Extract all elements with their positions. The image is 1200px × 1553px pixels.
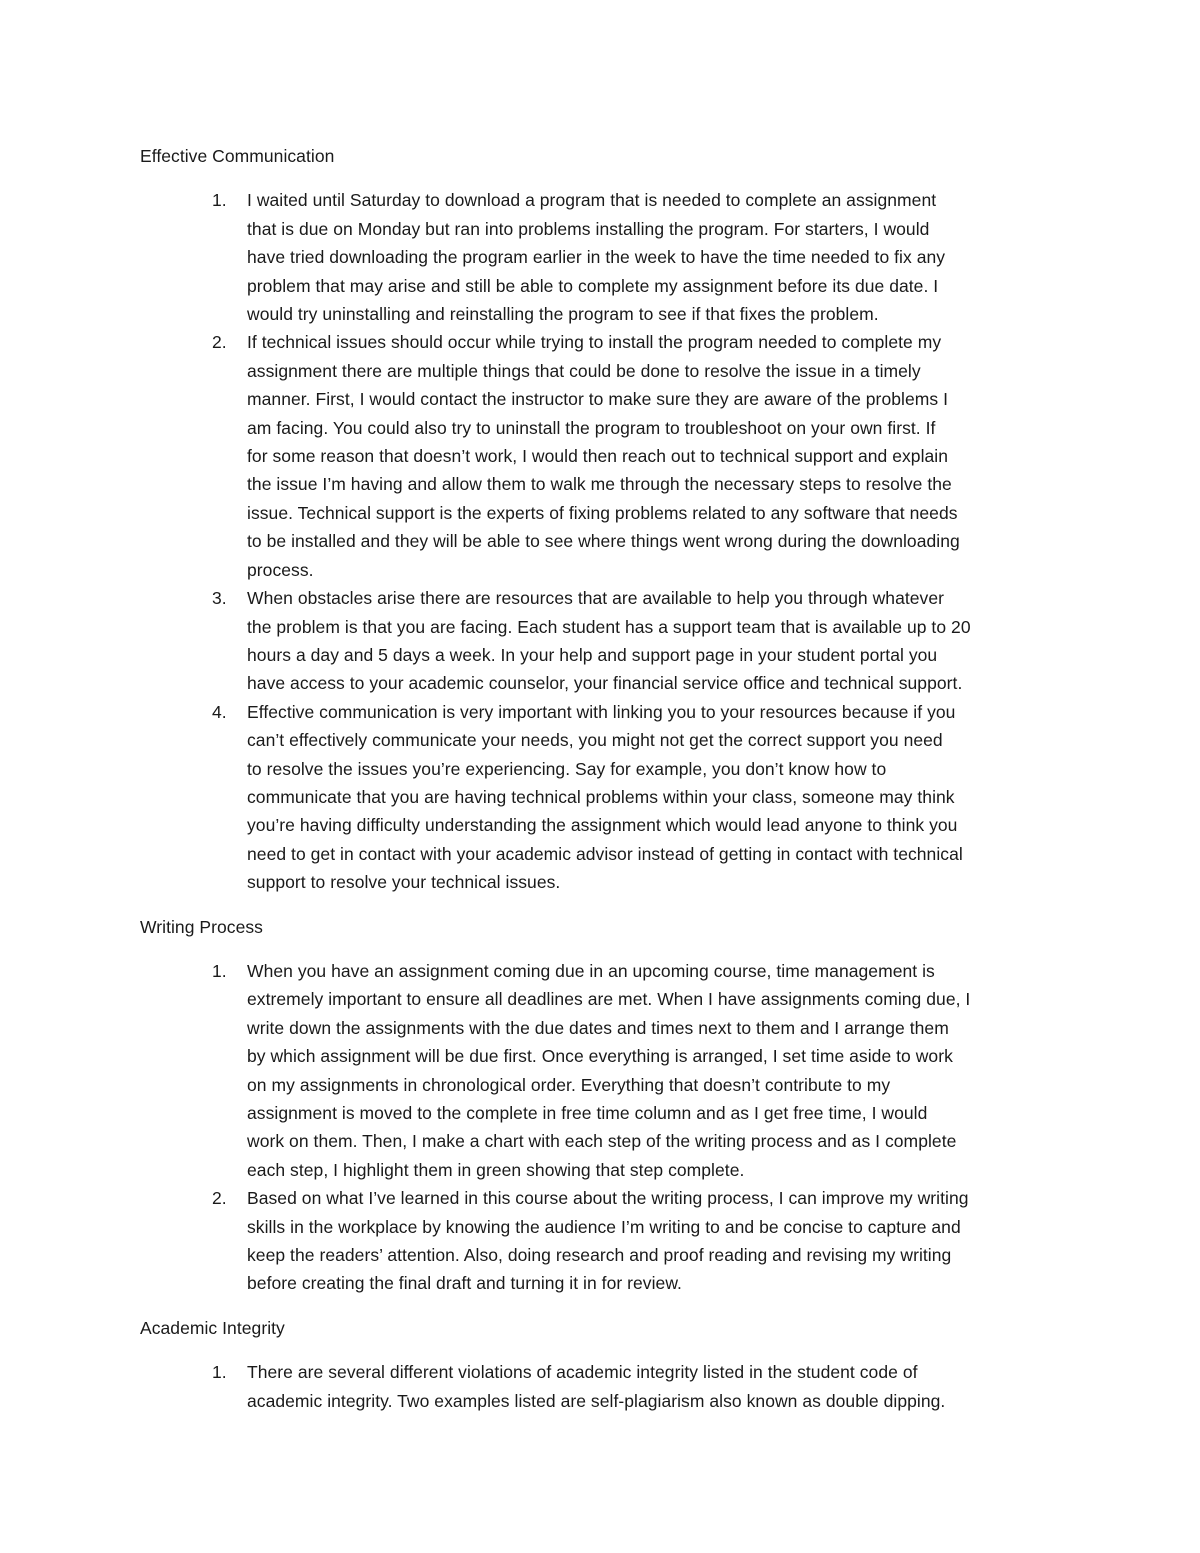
list-item-number: 4. [212,701,227,722]
list-item-line: support to resolve your technical issues. [247,872,561,893]
list-item-line: academic integrity. Two examples listed are self-plagiarism also known as double dipping. [247,1390,946,1411]
list-item-line: problem that may arise and still be able to complete my assignment before its due date. I [247,275,939,296]
list-item [140,957,1070,1184]
list-item-number: 1. [212,190,227,211]
list-item-line: have access to your academic counselor, your financial service office and technical support. [247,673,963,694]
section-heading: Academic Integrity [140,1317,285,1338]
list-item [140,584,1070,698]
list-item-line: Based on what I’ve learned in this course about the writing process, I can improve my writing [247,1188,969,1209]
list-item-line: When you have an assignment coming due in an upcoming course, time management is [247,960,935,981]
list-item [140,186,1070,328]
numbered-list [140,1358,1070,1415]
list-item-line: on my assignments in chronological order. Everything that doesn’t contribute to my [247,1074,891,1095]
list-item-line: process. [247,559,314,580]
list-item-line: would try uninstalling and reinstalling the program to see if that fixes the problem. [247,304,879,325]
section-heading: Writing Process [140,916,263,937]
list-item-line: There are several different violations of academic integrity listed in the student code of [247,1362,918,1383]
list-item-line: assignment there are multiple things that could be done to resolve the issue in a timely [247,360,921,381]
list-item-line: If technical issues should occur while trying to install the program needed to complete my [247,332,942,353]
list-item-line: by which assignment will be due first. Once everything is arranged, I set time aside to work [247,1046,953,1067]
list-item-line: keep the readers’ attention. Also, doing research and proof reading and revising my writing [247,1245,952,1266]
list-item-line: manner. First, I would contact the instructor to make sure they are aware of the problems I [247,389,948,410]
list-item-line: assignment is moved to the complete in free time column and as I get free time, I would [247,1103,928,1123]
list-item-line: When obstacles arise there are resources that are available to help you through whatever [247,588,945,609]
list-item-line: skills in the workplace by knowing the audience I’m writing to and be concise to capture and [247,1216,961,1237]
list-item-line: you’re having difficulty understanding the assignment which would lead anyone to think you [247,815,958,836]
list-item-line: I waited until Saturday to download a program that is needed to complete an assignment [247,190,937,211]
list-item-number: 2. [212,1188,227,1209]
section-effective-communication [140,142,1070,897]
list-item [140,1184,1070,1298]
list-item-line: Effective communication is very important with linking you to your resources because if you [247,701,956,722]
list-item-line: the problem is that you are facing. Each student has a support team that is available up to 20 [247,616,971,637]
list-item-line: am facing. You could also try to uninstall the program to troubleshoot on your own first. If [247,417,936,438]
document-body [140,142,1070,1431]
list-item-line: that is due on Monday but ran into problems installing the program. For starters, I would [247,218,930,239]
list-item-line: work on them. Then, I make a chart with each step of the writing process and as I complete [247,1131,957,1152]
list-item-line: issue. Technical support is the experts of fixing problems related to any software that needs [247,502,958,523]
list-item-line: can’t effectively communicate your needs, you might not get the correct support you need [247,730,943,751]
list-item-line: write down the assignments with the due dates and times next to them and I arrange them [247,1017,949,1038]
section-heading: Effective Communication [140,146,335,166]
list-item-number: 2. [212,332,227,353]
list-item-line: each step, I highlight them in green showing that step complete. [247,1159,745,1180]
section-writing-process [140,913,1070,1298]
list-item [140,698,1070,897]
list-item-line: the issue I’m having and allow them to walk me through the necessary steps to resolve the [247,474,952,495]
numbered-list [140,186,1070,896]
list-item [140,328,1070,584]
list-item-line: before creating the final draft and turning it in for review. [247,1273,682,1294]
list-item-line: need to get in contact with your academic advisor instead of getting in contact with technical [247,843,963,864]
list-item-line: for some reason that doesn’t work, I would then reach out to technical support and explain [247,446,949,467]
list-item-number: 1. [212,1362,227,1383]
list-item-line: to resolve the issues you’re experiencing. Say for example, you don’t know how to [247,758,887,779]
list-item [140,1358,1070,1415]
list-item-line: have tried downloading the program earlier in the week to have the time needed to fix any [247,247,946,268]
list-item-number: 3. [212,588,227,609]
list-item-line: to be installed and they will be able to see where things went wrong during the downloading [247,531,960,552]
list-item-line: communicate that you are having technical problems within your class, someone may think [247,786,955,807]
list-item-line: extremely important to ensure all deadlines are met. When I have assignments coming due, I [247,989,971,1010]
numbered-list [140,957,1070,1298]
section-academic-integrity [140,1314,1070,1415]
list-item-line: hours a day and 5 days a week. In your help and support page in your student portal you [247,644,938,665]
list-item-number: 1. [212,960,227,981]
